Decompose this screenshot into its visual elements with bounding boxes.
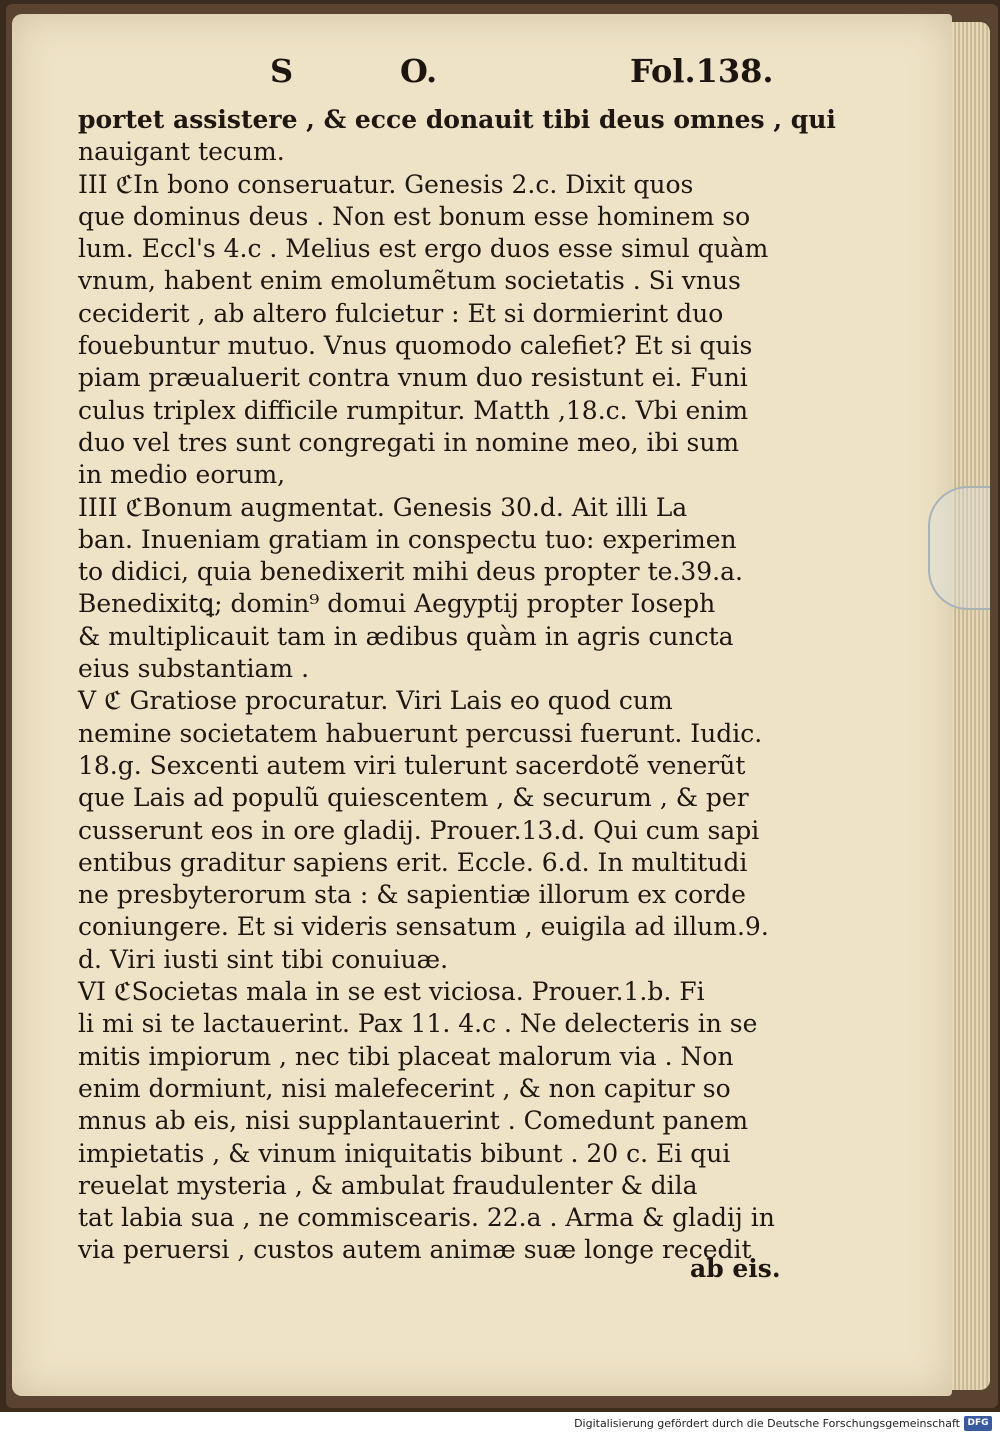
text-line: cusserunt eos in ore gladij. Prouer.13.d. Qui cum sapi [78, 815, 760, 845]
text-line: IIII ℭBonum augmentat. Genesis 30.d. Ait illi La [78, 492, 688, 522]
digitization-footer [0, 1412, 1000, 1436]
text-line: enim dormiunt, nisi malefecerint , & non capitur so [78, 1073, 731, 1103]
text-line: impietatis , & vinum iniquitatis bibunt . 20 c. Ei qui [78, 1138, 731, 1168]
text-line: VI ℭSocietas mala in se est viciosa. Prouer.1.b. Fi [78, 977, 705, 1007]
folio-number: Fol.138. [630, 52, 774, 90]
text-line: d. Viri iusti sint tibi conuiuæ. [78, 944, 449, 974]
dfg-logo: DFG [964, 1416, 992, 1431]
text-line: portet assistere , & ecce donauit tibi deus omnes , qui [78, 105, 836, 134]
text-line: ceciderit , ab altero fulcietur : Et si dormierint duo [78, 298, 724, 328]
page-clip [928, 486, 990, 610]
text-line: in medio eorum, [78, 460, 286, 490]
text-line: ne presbyterorum sta : & sapientiæ illorum ex corde [78, 880, 746, 910]
text-line: reuelat mysteria , & ambulat fraudulenter & dila [78, 1170, 698, 1200]
text-line: lum. Eccl's 4.c . Melius est ergo duos esse simul quàm [78, 234, 769, 264]
text-line: mitis impiorum , nec tibi placeat malorum via . Non [78, 1041, 734, 1071]
text-line: tat labia sua , ne commiscearis. 22.a . Arma & gladij in [78, 1203, 775, 1233]
text-line: que Lais ad populũ quiescentem , & securum , & per [78, 783, 749, 813]
text-line: 18.g. Sexcenti autem viri tulerunt sacerdotẽ venerũt [78, 750, 746, 780]
text-line: to didici, quia benedixerit mihi deus propter te.39.a. [78, 557, 743, 587]
text-line: piam præualuerit contra vnum duo resistunt ei. Funi [78, 363, 748, 393]
text-line: & multiplicauit tam in ædibus quàm in agris cuncta [78, 621, 734, 651]
text-line: vnum, habent enim emolumẽtum societatis . Si vnus [78, 266, 741, 296]
text-line: nauigant tecum. [78, 137, 285, 167]
text-line: nemine societatem habuerunt percussi fuerunt. Iudic. [78, 718, 763, 748]
text-line: entibus graditur sapiens erit. Eccle. 6.d. In multitudi [78, 847, 748, 877]
text-line: mnus ab eis, nisi supplantauerint . Comedunt panem [78, 1106, 749, 1136]
text-line: eius substantiam . [78, 654, 310, 684]
text-line: via peruersi , custos autem animæ suæ longe recedit [78, 1235, 752, 1265]
text-line: III ℭIn bono conseruatur. Genesis 2.c. Dixit quos [78, 169, 694, 199]
text-line: fouebuntur mutuo. Vnus quomodo calefiet? Et si quis [78, 331, 753, 361]
running-header [270, 52, 774, 102]
catchword: ab eis. [690, 1254, 781, 1283]
text-line: li mi si te lactauerint. Pax 11. 4.c . Ne delecteris in se [78, 1009, 758, 1039]
funding-credit: Digitalisierung gefördert durch die Deutsche Forschungsgemeinschaft [574, 1417, 960, 1430]
text-line: duo vel tres sunt congregati in nomine meo, ibi sum [78, 427, 740, 457]
text-line: que dominus deus . Non est bonum esse hominem so [78, 201, 751, 231]
page-text [78, 104, 836, 1267]
text-line: V ℭ Gratiose procuratur. Viri Lais eo quod cum [78, 686, 673, 716]
header-middle: O. [400, 52, 438, 90]
text-line: coniungere. Et si videris sensatum , euigila ad illum.9. [78, 912, 769, 942]
text-line: Benedixitꝗ; domin⁹ domui Aegyptij propter Ioseph [78, 589, 716, 619]
text-line: ban. Inueniam gratiam in conspectu tuo: experimen [78, 524, 737, 554]
header-left: S [270, 52, 294, 90]
text-line: culus triplex difficile rumpitur. Matth ,18.c. Vbi enim [78, 395, 749, 425]
